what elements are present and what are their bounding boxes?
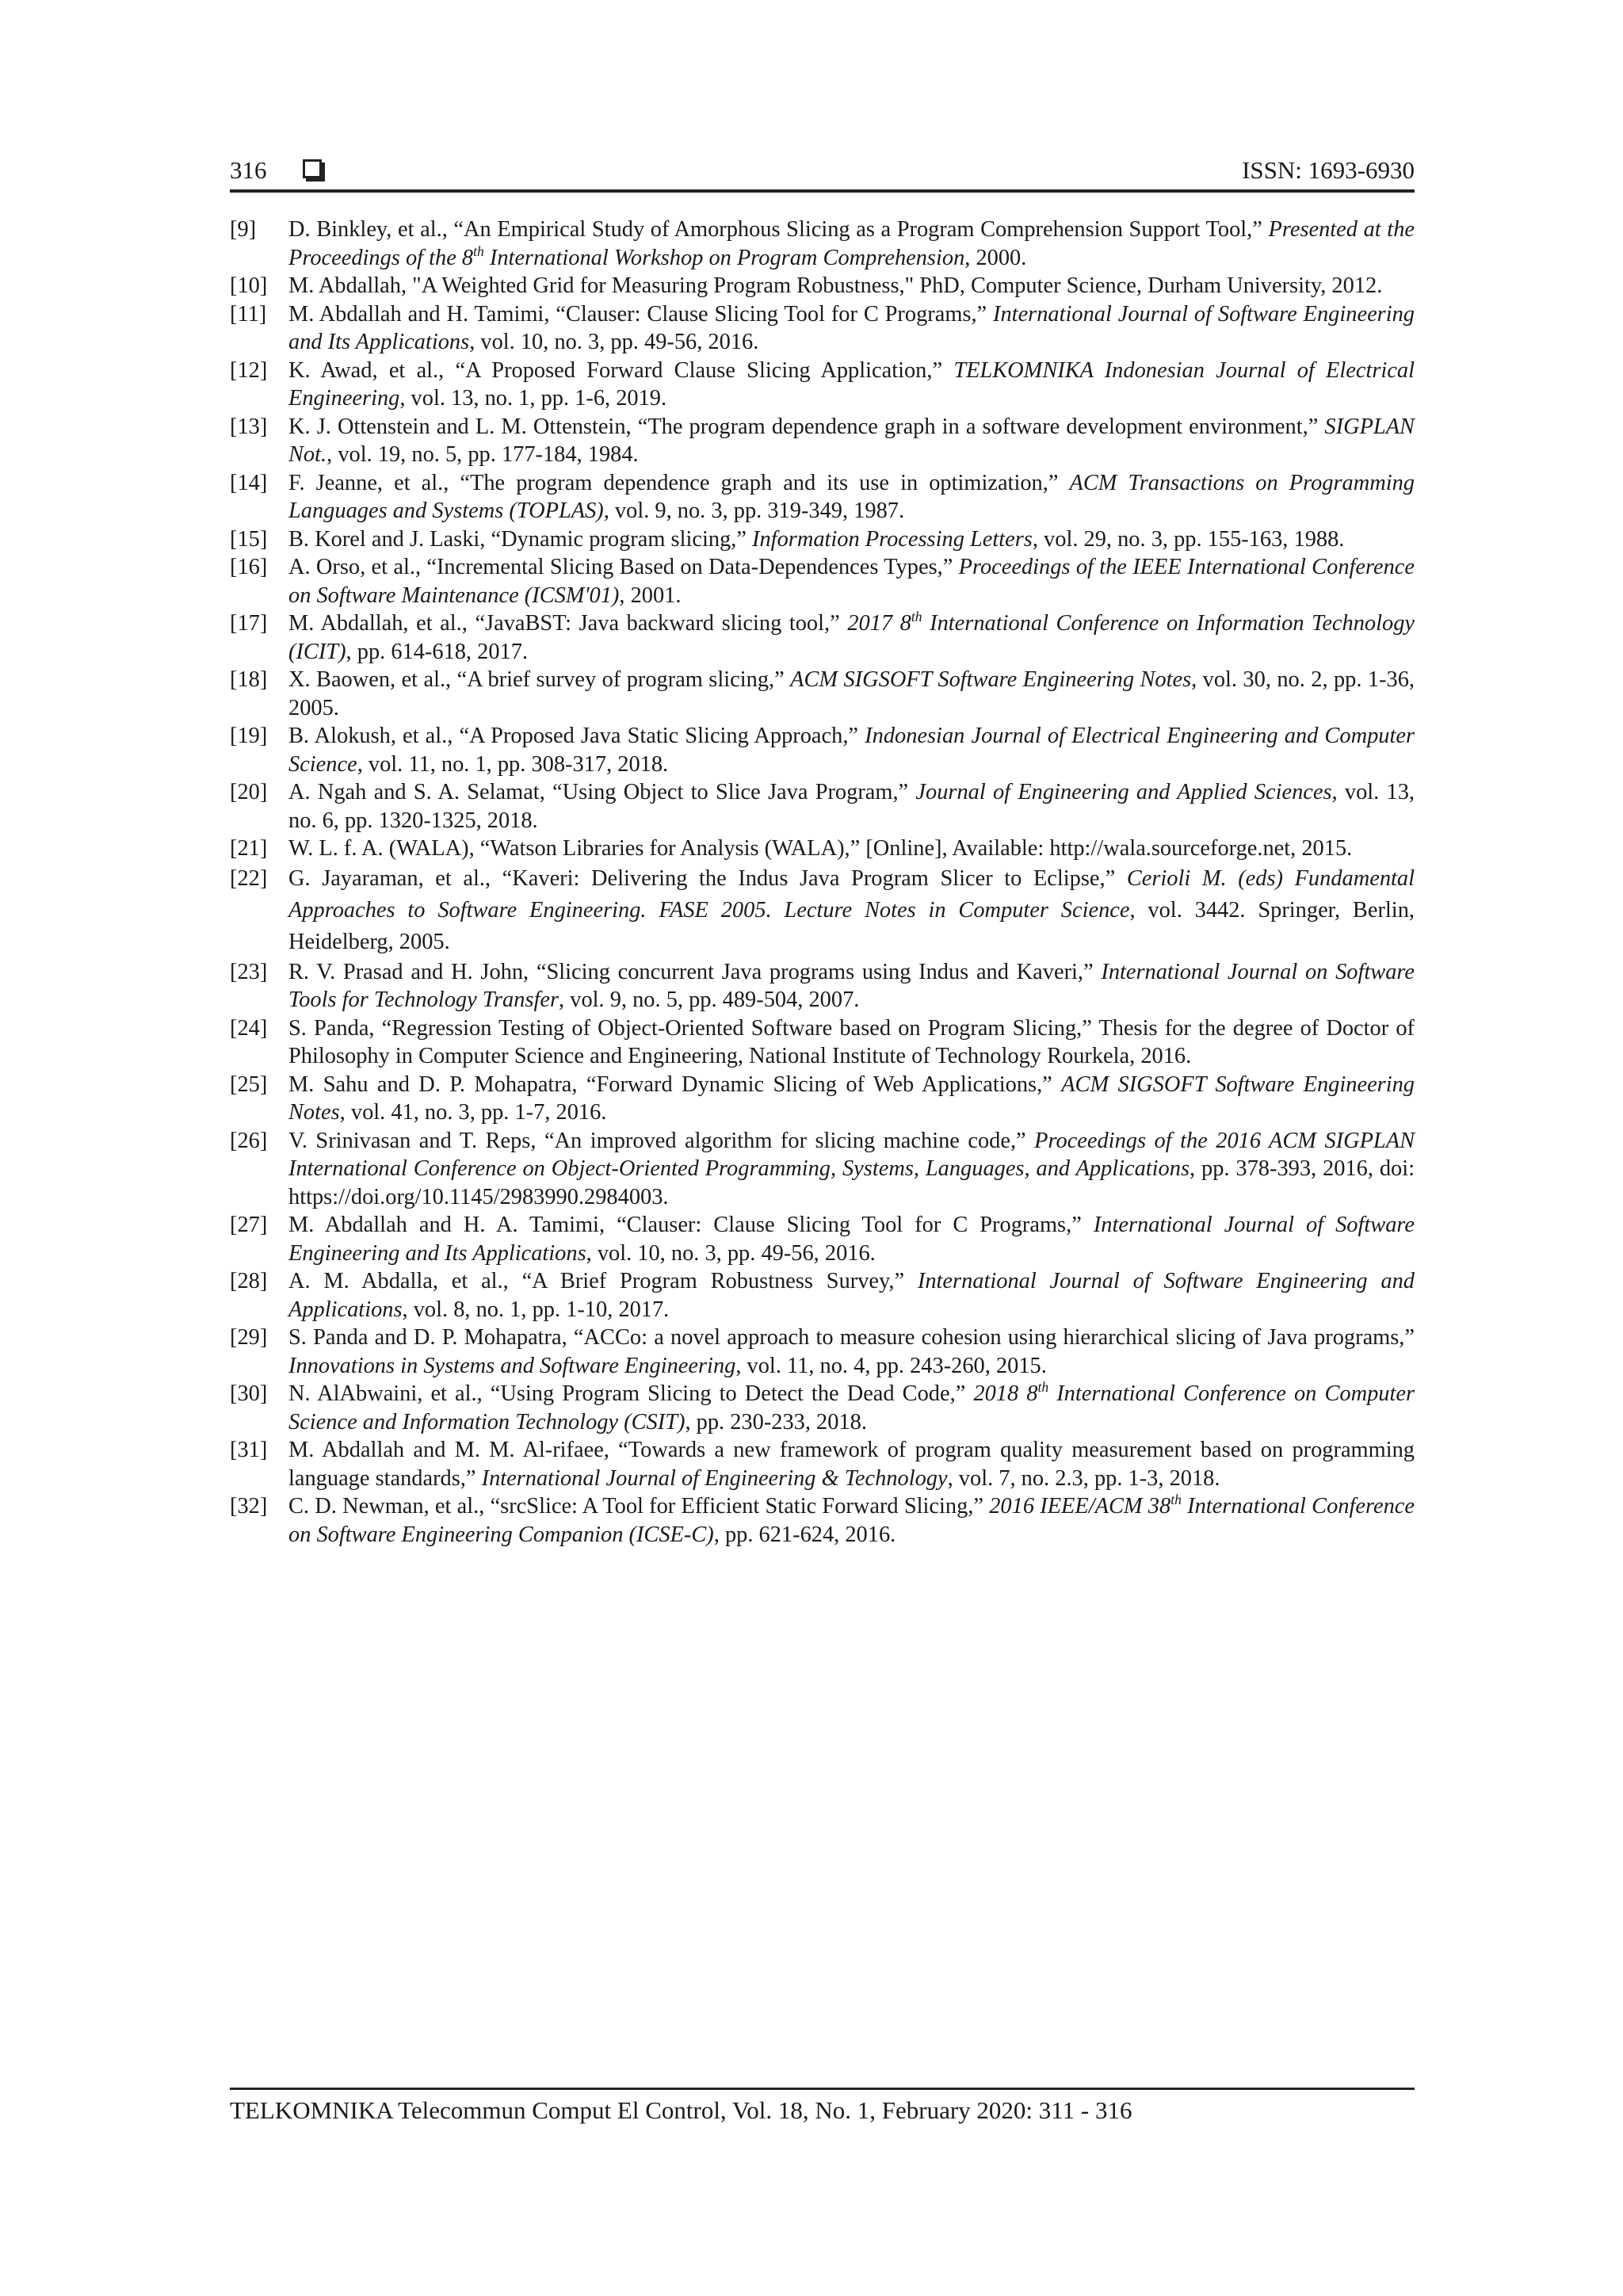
reference-text-part: , vol. 13, no. 6, pp. 1320-1325, 2018. bbox=[288, 780, 1415, 833]
reference-text bbox=[288, 1014, 1415, 1071]
reference-text-part: Innovations in Systems and Software Engineering bbox=[288, 1353, 736, 1378]
reference-text-part: International Journal of Software Engineering and Applications bbox=[288, 1269, 1415, 1322]
reference-text-part: , vol. 11, no. 1, pp. 308-317, 2018. bbox=[357, 751, 669, 777]
reference-label: [9] bbox=[230, 217, 257, 242]
reference-text-part: th bbox=[1037, 1379, 1049, 1396]
reference-label: [16] bbox=[230, 555, 268, 579]
reference-label: [31] bbox=[230, 1438, 268, 1462]
reference-text-part: C. D. Newman, et al., “srcSlice: A Tool for Efficient Static Forward Slicing,” bbox=[288, 1494, 990, 1519]
reference-item bbox=[230, 1492, 1415, 1549]
reference-text bbox=[288, 216, 1415, 272]
reference-label: [17] bbox=[230, 611, 268, 636]
reference-text-part: R. V. Prasad and H. John, “Slicing concurrent Java programs using Indus and Kaveri,” bbox=[288, 959, 1102, 984]
reference-text-part: S. Panda and D. P. Mohapatra, “ACCo: a novel approach to measure cohesion using hierarchical slicing of Java programs,” bbox=[288, 1325, 1415, 1350]
reference-item bbox=[230, 469, 1415, 525]
reference-text-part: , pp. 378-393, 2016, doi: https://doi.org/10.1145/2983990.2984003. bbox=[288, 1156, 1415, 1209]
reference-text-part: , vol. 8, no. 1, pp. 1-10, 2017. bbox=[402, 1297, 670, 1322]
reference-label: [28] bbox=[230, 1269, 268, 1293]
reference-text bbox=[288, 1211, 1415, 1267]
page-number: 316 bbox=[230, 156, 267, 184]
reference-text bbox=[288, 1492, 1415, 1549]
reference-text-part: F. Jeanne, et al., “The program dependence graph and its use in optimization,” bbox=[288, 470, 1070, 495]
reference-text-part: A. Orso, et al., “Incremental Slicing Based on Data-Dependences Types,” bbox=[288, 555, 959, 579]
reference-text bbox=[288, 722, 1415, 778]
reference-text-part: M. Abdallah and H. A. Tamimi, “Clauser: Clause Slicing Tool for C Programs,” bbox=[288, 1213, 1094, 1237]
reference-item bbox=[230, 666, 1415, 722]
reference-item bbox=[230, 1380, 1415, 1436]
reference-label: [18] bbox=[230, 667, 268, 692]
reference-item bbox=[230, 722, 1415, 778]
reference-text-part: Journal of Engineering and Applied Sciences bbox=[915, 780, 1332, 804]
reference-item bbox=[230, 1127, 1415, 1212]
reference-text-part: K. J. Ottenstein and L. M. Ottenstein, “The program dependence graph in a software development environment,” bbox=[288, 414, 1325, 439]
reference-text bbox=[288, 835, 1415, 863]
reference-text-part: M. Abdallah, et al., “JavaBST: Java backward slicing tool,” bbox=[288, 611, 848, 636]
reference-text-part: Indonesian Journal of Electrical Engineering and Computer Science bbox=[288, 724, 1415, 777]
reference-text-part: Presented at the Proceedings of the 8 bbox=[288, 217, 1415, 270]
reference-label: [24] bbox=[230, 1015, 268, 1041]
reference-text-part: M. Abdallah, "A Weighted Grid for Measuring Program Robustness," PhD, Computer Science, Durham University, 2012. bbox=[288, 273, 1383, 298]
reference-item bbox=[230, 300, 1415, 357]
reference-text-part: B. Korel and J. Laski, “Dynamic program slicing,” bbox=[288, 526, 753, 552]
reference-text-part: K. Awad, et al., “A Proposed Forward Clause Slicing Application,” bbox=[288, 357, 954, 383]
reference-text-part: , 2000. bbox=[964, 245, 1027, 270]
reference-text bbox=[288, 609, 1415, 666]
reference-text-part: , 2001. bbox=[619, 583, 682, 608]
reference-label: [30] bbox=[230, 1381, 268, 1406]
issn-label: ISSN: 1693-6930 bbox=[1242, 156, 1415, 184]
reference-text-part: A. Ngah and S. A. Selamat, “Using Object to Slice Java Program,” bbox=[288, 780, 916, 804]
reference-text-part: International Conference on Information Technology (ICIT) bbox=[288, 611, 1415, 664]
reference-text-part: International Journal of Software Engineering and Its Applications bbox=[288, 301, 1415, 354]
reference-item bbox=[230, 778, 1415, 835]
reference-text bbox=[288, 863, 1415, 958]
reference-item bbox=[230, 1436, 1415, 1492]
reference-item bbox=[230, 553, 1415, 609]
reference-text-part: , vol. 9, no. 3, pp. 319-349, 1987. bbox=[603, 499, 905, 523]
reference-text-part: M. Abdallah and M. M. Al-rifaee, “Towards a new framework of program quality measurement based on programming language standards,” bbox=[288, 1438, 1415, 1491]
reference-text-part: ACM Transactions on Programming Languages and Systems (TOPLAS) bbox=[288, 470, 1415, 523]
reference-text-part: , vol. 30, no. 2, pp. 1-36, 2005. bbox=[288, 667, 1415, 720]
reference-text bbox=[288, 1071, 1415, 1127]
reference-text-part: International Journal of Software Engineering and Its Applications bbox=[288, 1213, 1415, 1266]
reference-item bbox=[230, 1267, 1415, 1324]
reference-text-part: , vol. 11, no. 4, pp. 243-260, 2015. bbox=[735, 1353, 1047, 1378]
reference-text-part: , vol. 10, no. 3, pp. 49-56, 2016. bbox=[586, 1240, 876, 1266]
reference-label: [22] bbox=[230, 865, 268, 891]
reference-label: [19] bbox=[230, 724, 268, 748]
reference-label: [26] bbox=[230, 1128, 268, 1153]
page-footer bbox=[230, 2088, 1415, 2128]
reference-text-part: , vol. 9, no. 5, pp. 489-504, 2007. bbox=[559, 988, 860, 1012]
reference-text-part: 2018 8 bbox=[973, 1381, 1038, 1406]
reference-text bbox=[288, 413, 1415, 469]
reference-text-part: Proceedings of the IEEE International Conference on Software Maintenance (ICSM'01) bbox=[288, 555, 1415, 608]
reference-item bbox=[230, 1014, 1415, 1071]
reference-text-part: , pp. 230-233, 2018. bbox=[685, 1409, 867, 1435]
reference-text-part: M. Abdallah and H. Tamimi, “Clauser: Clause Slicing Tool for C Programs,” bbox=[288, 301, 994, 327]
reference-label: [13] bbox=[230, 414, 268, 439]
reference-text bbox=[288, 272, 1415, 300]
footer-citation: TELKOMNIKA Telecommun Comput El Control, Vol. 18, No. 1, February 2020: 311 - 316 bbox=[230, 2096, 1132, 2124]
reference-text-part: Proceedings of the 2016 ACM SIGPLAN International Conference on Object-Oriented Programming, Systems, Languages, and Applications bbox=[288, 1128, 1415, 1181]
reference-text-part: A. M. Abdalla, et al., “A Brief Program Robustness Survey,” bbox=[288, 1269, 918, 1293]
reference-text-part: X. Baowen, et al., “A brief survey of program slicing,” bbox=[288, 667, 791, 692]
reference-text bbox=[288, 357, 1415, 413]
reference-text-part: , vol. 3442. Springer, Berlin, Heidelberg, 2005. bbox=[288, 897, 1415, 954]
reference-label: [10] bbox=[230, 273, 268, 298]
reference-text-part: International Conference on Software Engineering Companion (ICSE-C) bbox=[288, 1494, 1415, 1547]
reference-label: [14] bbox=[230, 470, 268, 495]
reference-text-part: th bbox=[911, 609, 922, 625]
reference-text bbox=[288, 553, 1415, 609]
reference-text-part: M. Sahu and D. P. Mohapatra, “Forward Dynamic Slicing of Web Applications,” bbox=[288, 1072, 1062, 1097]
reference-text-part: N. AlAbwaini, et al., “Using Program Slicing to Detect the Dead Code,” bbox=[288, 1381, 974, 1406]
reference-text-part: V. Srinivasan and T. Reps, “An improved algorithm for slicing machine code,” bbox=[288, 1128, 1035, 1153]
reference-text bbox=[288, 666, 1415, 722]
reference-text-part: TELKOMNIKA Indonesian Journal of Electrical Engineering bbox=[288, 357, 1415, 411]
reference-text-part: Cerioli M. (eds) Fundamental Approaches to Software Engineering. FASE 2005. Lecture Notes in Computer Science bbox=[288, 865, 1415, 923]
reference-text bbox=[288, 1436, 1415, 1492]
reference-item bbox=[230, 958, 1415, 1014]
reference-text-part: International Conference on Computer Science and Information Technology (CSIT) bbox=[288, 1381, 1415, 1435]
reference-text-part: 2017 8 bbox=[847, 611, 911, 636]
reference-text-part: International Workshop on Program Comprehension bbox=[483, 245, 965, 270]
reference-text-part: International Journal on Software Tools for Technology Transfer bbox=[288, 959, 1415, 1012]
reference-label: [15] bbox=[230, 526, 268, 552]
reference-text bbox=[288, 300, 1415, 357]
reference-item bbox=[230, 1324, 1415, 1380]
reference-label: [23] bbox=[230, 959, 268, 984]
reference-text-part: W. L. f. A. (WALA), “Watson Libraries for Analysis (WALA),” [Online], Available: http://wala.sourceforge.net, 2015. bbox=[288, 836, 1353, 861]
page-header bbox=[230, 155, 1415, 193]
reference-text-part: , vol. 29, no. 3, pp. 155-163, 1988. bbox=[1032, 526, 1345, 552]
reference-label: [11] bbox=[230, 301, 267, 327]
reference-text-part: D. Binkley, et al., “An Empirical Study of Amorphous Slicing as a Program Comprehension Support Tool,” bbox=[288, 217, 1269, 242]
reference-item bbox=[230, 863, 1415, 958]
reference-item bbox=[230, 272, 1415, 300]
reference-text-part: G. Jayaraman, et al., “Kaveri: Delivering the Indus Java Program Slicer to Eclipse,” bbox=[288, 865, 1127, 891]
reference-text-part: th bbox=[1170, 1492, 1182, 1508]
reference-text-part: , vol. 13, no. 1, pp. 1-6, 2019. bbox=[399, 386, 667, 411]
reference-text-part: ACM SIGSOFT Software Engineering Notes bbox=[288, 1072, 1415, 1125]
reference-text-part: 2016 IEEE/ACM 38 bbox=[989, 1494, 1171, 1519]
reference-text-part: S. Panda, “Regression Testing of Object-Oriented Software based on Program Slicing,” Thesis for the degree of Doctor of Philosophy in Computer Science and Engineering, National Institute of Technology Rourkela, 2016. bbox=[288, 1015, 1415, 1068]
reference-item bbox=[230, 835, 1415, 863]
reference-item bbox=[230, 1211, 1415, 1267]
reference-text bbox=[288, 1127, 1415, 1212]
reference-item bbox=[230, 1071, 1415, 1127]
reference-item bbox=[230, 216, 1415, 272]
reference-text-part: , vol. 19, no. 5, pp. 177-184, 1984. bbox=[327, 442, 639, 467]
reference-text-part: , pp. 621-624, 2016. bbox=[713, 1522, 896, 1547]
reference-text-part: , vol. 41, no. 3, pp. 1-7, 2016. bbox=[339, 1100, 607, 1125]
reference-label: [25] bbox=[230, 1072, 268, 1097]
reference-label: [20] bbox=[230, 780, 268, 804]
reference-label: [32] bbox=[230, 1494, 268, 1519]
reference-item bbox=[230, 609, 1415, 666]
reference-item bbox=[230, 413, 1415, 469]
reference-label: [29] bbox=[230, 1325, 268, 1350]
reference-text bbox=[288, 1380, 1415, 1436]
reference-item bbox=[230, 357, 1415, 413]
reference-text bbox=[288, 1324, 1415, 1380]
reference-label: [21] bbox=[230, 836, 268, 861]
reference-text-part: ACM SIGSOFT Software Engineering Notes bbox=[790, 667, 1192, 692]
reference-text-part: Information Processing Letters bbox=[752, 526, 1033, 552]
reference-text-part: th bbox=[473, 243, 484, 259]
reference-text-part: , vol. 10, no. 3, pp. 49-56, 2016. bbox=[469, 330, 759, 354]
reference-text bbox=[288, 1267, 1415, 1324]
reference-label: [27] bbox=[230, 1213, 268, 1237]
reference-text bbox=[288, 525, 1415, 554]
reference-text-part: , vol. 7, no. 2.3, pp. 1-3, 2018. bbox=[947, 1465, 1220, 1491]
reference-text-part: B. Alokush, et al., “A Proposed Java Static Slicing Approach,” bbox=[288, 724, 865, 748]
reference-text bbox=[288, 469, 1415, 525]
reference-item bbox=[230, 525, 1415, 554]
reference-text bbox=[288, 778, 1415, 835]
reference-text-part: SIGPLAN Not. bbox=[288, 414, 1415, 467]
reference-text bbox=[288, 958, 1415, 1014]
reference-text-part: , pp. 614-618, 2017. bbox=[346, 639, 529, 664]
reference-text-part: International Journal of Engineering & Technology bbox=[481, 1465, 948, 1491]
square-bullet-icon bbox=[303, 159, 322, 178]
reference-label: [12] bbox=[230, 357, 268, 383]
reference-list bbox=[230, 216, 1415, 1549]
